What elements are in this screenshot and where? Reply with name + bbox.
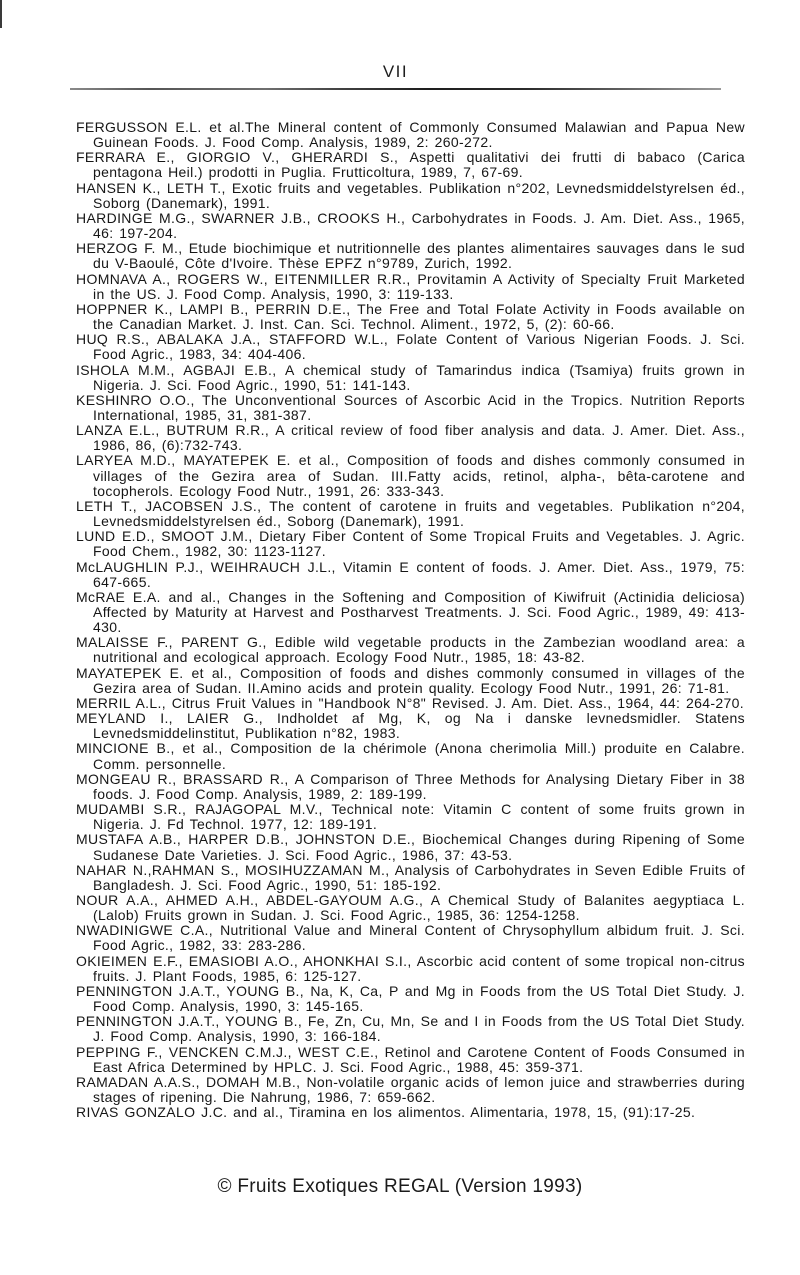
- reference-entry: FERRARA E., GIORGIO V., GHERARDI S., Aspetti qualitativi dei frutti di babaco (Carica pentagona Heil.) prodotti in Puglia. Frutticoltura, 1989, 7, 67-69.: [76, 149, 745, 181]
- reference-entry: KESHINRO O.O., The Unconventional Sources of Ascorbic Acid in the Tropics. Nutrition Reports International, 1985, 31, 381-387.: [76, 391, 745, 423]
- reference-entry: MUSTAFA A.B., HARPER D.B., JOHNSTON D.E., Biochemical Changes during Ripening of Some Sudanese Date Varieties. J. Sci. Food Agric., 1986, 37: 43-53.: [76, 831, 745, 863]
- page-footer: [0, 1176, 800, 1198]
- reference-entry: MONGEAU R., BRASSARD R., A Comparison of Three Methods for Analysing Dietary Fiber in 38 foods. J. Food Comp. Analysis, 1989, 2: 189-199.: [76, 770, 745, 802]
- copyright-text: © Fruits Exotiques REGAL (Version 1993): [217, 1176, 583, 1197]
- reference-entry: McLAUGHLIN P.J., WEIHRAUCH J.L., Vitamin E content of foods. J. Amer. Diet. Ass., 1979, 75: 647-665.: [76, 558, 745, 590]
- reference-entry: ISHOLA M.M., AGBAJI E.B., A chemical study of Tamarindus indica (Tsamiya) fruits grown in Nigeria. J. Sci. Food Agric., 1990, 51: 141-143.: [76, 361, 745, 393]
- reference-entry: HOMNAVA A., ROGERS W., EITENMILLER R.R., Provitamin A Activity of Specialty Fruit Marketed in the US. J. Food Comp. Analysis, 1990, 3: 119-133.: [76, 270, 745, 302]
- reference-entry: HANSEN K., LETH T., Exotic fruits and vegetables. Publikation n°202, Levnedsmiddelstyrelsen éd., Soborg (Danemark), 1991.: [76, 179, 745, 211]
- page-header: [70, 62, 721, 82]
- reference-entry: MERRIL A.L., Citrus Fruit Values in "Handbook N°8" Revised. J. Am. Diet. Ass., 1964, 44: 264-270.: [76, 694, 745, 711]
- reference-entry: MUDAMBI S.R., RAJAGOPAL M.V., Technical note: Vitamin C content of some fruits grown in Nigeria. J. Fd Technol. 1977, 12: 189-191.: [76, 801, 745, 833]
- reference-entry: LANZA E.L., BUTRUM R.R., A critical review of food fiber analysis and data. J. Amer. Diet. Ass., 1986, 86, (6):732-743.: [76, 422, 745, 454]
- reference-entry: PEPPING F., VENCKEN C.M.J., WEST C.E., Retinol and Carotene Content of Foods Consumed in East Africa Determined by HPLC. J. Sci. Food Agric., 1988, 45: 359-371.: [76, 1043, 745, 1075]
- reference-entry: MEYLAND I., LAIER G., Indholdet af Mg, K, og Na i danske levnedsmidler. Statens Levnedsmiddelinstitut, Publikation n°82, 1983.: [76, 710, 745, 742]
- reference-entry: PENNINGTON J.A.T., YOUNG B., Fe, Zn, Cu, Mn, Se and I in Foods from the US Total Diet Study. J. Food Comp. Analysis, 1990, 3: 166-184.: [76, 1013, 745, 1045]
- scan-artifact-line: [0, 0, 2, 28]
- reference-entry: HOPPNER K., LAMPI B., PERRIN D.E., The Free and Total Folate Activity in Foods available on the Canadian Market. J. Inst. Can. Sci. Technol. Aliment., 1972, 5, (2): 60-66.: [76, 300, 745, 333]
- reference-entry: NAHAR N.,RAHMAN S., MOSIHUZZAMAN M., Analysis of Carbohydrates in Seven Edible Fruits of Bangladesh. J. Sci. Food Agric., 1990, 51: 185-192.: [76, 861, 745, 893]
- reference-entry: MALAISSE F., PARENT G., Edible wild vegetable products in the Zambezian woodland area: a nutritional and ecological approach. Ecology Food Nutr., 1985, 18: 43-82.: [76, 634, 745, 666]
- reference-entry: MINCIONE B., et al., Composition de la chérimole (Anona cherimolia Mill.) produite en Calabre. Comm. personnelle.: [76, 740, 745, 772]
- reference-entry: LARYEA M.D., MAYATEPEK E. et al., Composition of foods and dishes commonly consumed in villages of the Gezira area of Sudan. III.Fatty acids, retinol, alpha-, bêta-carotene and tocopherols. Ecology Food Nutr., 1991, 26: 333-343.: [76, 452, 745, 499]
- reference-entry: HERZOG F. M., Etude biochimique et nutritionnelle des plantes alimentaires sauvages dans le sud du V-Baoulé, Côte d'Ivoire. Thèse EPFZ n°9789, Zurich, 1992.: [76, 240, 745, 272]
- reference-entry: PENNINGTON J.A.T., YOUNG B., Na, K, Ca, P and Mg in Foods from the US Total Diet Study. J. Food Comp. Analysis, 1990, 3: 145-165.: [76, 982, 745, 1015]
- reference-entry: NOUR A.A., AHMED A.H., ABDEL-GAYOUM A.G., A Chemical Study of Balanites aegyptiaca L. (Lalob) Fruits grown in Sudan. J. Sci. Food Agric., 1985, 36: 1254-1258.: [76, 891, 745, 924]
- reference-entry: MAYATEPEK E. et al., Composition of foods and dishes commonly consumed in villages of the Gezira area of Sudan. II.Amino acids and protein quality. Ecology Food Nutr., 1991, 26: 71-81.: [76, 664, 745, 696]
- reference-entry: FERGUSSON E.L. et al.The Mineral content of Commonly Consumed Malawian and Papua New Guinean Foods. J. Food Comp. Analysis, 1989, 2: 260-272.: [76, 119, 745, 151]
- reference-entry: OKIEIMEN E.F., EMASIOBI A.O., AHONKHAI S.I., Ascorbic acid content of some tropical non-citrus fruits. J. Plant Foods, 1985, 6: 125-127.: [76, 952, 745, 984]
- header-divider: [70, 88, 721, 90]
- reference-entry: NWADINIGWE C.A., Nutritional Value and Mineral Content of Chrysophyllum albidum fruit. J. Sci. Food Agric., 1982, 33: 283-286.: [76, 922, 745, 954]
- reference-entry: RIVAS GONZALO J.C. and al., Tiramina en los alimentos. Alimentaria, 1978, 15, (91):17-25.: [76, 1104, 696, 1121]
- reference-entry: LETH T., JACOBSEN J.S., The content of carotene in fruits and vegetables. Publikation n°204, Levnedsmiddelstyrelsen éd., Soborg (Danemark), 1991.: [76, 497, 745, 530]
- reference-entry: HUQ R.S., ABALAKA J.A., STAFFORD W.L., Folate Content of Various Nigerian Foods. J. Sci. Food Agric., 1983, 34: 404-406.: [76, 331, 745, 363]
- reference-entry: McRAE E.A. and al., Changes in the Softening and Composition of Kiwifruit (Actinidia deliciosa) Affected by Maturity at Harvest and Postharvest Treatments. J. Sci. Food Agric., 1989, 49: 413-430.: [76, 588, 745, 636]
- reference-entry: RAMADAN A.A.S., DOMAH M.B., Non-volatile organic acids of lemon juice and strawberries during stages of ripening. Die Nahrung, 1986, 7: 659-662.: [76, 1073, 745, 1105]
- reference-entry: LUND E.D., SMOOT J.M., Dietary Fiber Content of Some Tropical Fruits and Vegetables. J. Agric. Food Chem., 1982, 30: 1123-1127.: [76, 528, 745, 560]
- reference-entry: HARDINGE M.G., SWARNER J.B., CROOKS H., Carbohydrates in Foods. J. Am. Diet. Ass., 1965, 46: 197-204.: [76, 209, 745, 242]
- page-number: VII: [382, 62, 409, 81]
- reference-list: [76, 120, 745, 1120]
